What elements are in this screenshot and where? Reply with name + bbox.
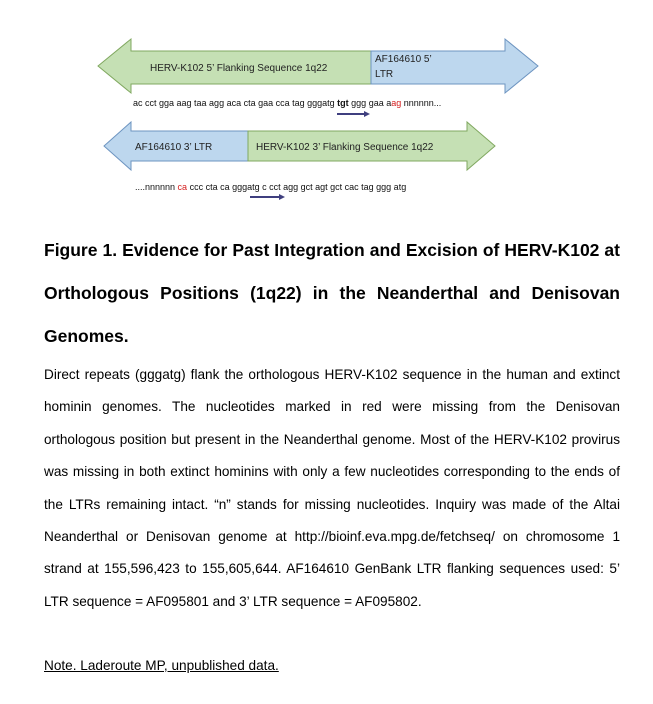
top-blue-arrow-segment: [371, 39, 538, 93]
bottom-sequence: ....nnnnnn ca ccc cta ca gggatg c cct agg gct agt gct cac tag ggg atg: [135, 182, 407, 192]
figure-caption-title: Figure 1. Evidence for Past Integration and Excision of HERV-K102 at Orthologous Positions (1q22) in the Neanderthal and Denisovan Genomes.: [44, 240, 620, 346]
bottom-red-nucleotides: ca: [177, 182, 188, 192]
top-blue-label-line2: LTR: [375, 69, 394, 80]
bottom-blue-label: AF164610 3’ LTR: [135, 142, 213, 153]
bottom-green-label: HERV-K102 3’ Flanking Sequence 1q22: [256, 142, 434, 153]
top-flanking-arrow: [98, 39, 538, 93]
sequence-figure: [0, 0, 653, 215]
figure-caption-body: Direct repeats (gggatg) flank the orthologous HERV-K102 sequence in the human and extinct hominin genomes. The nucleotides marked in red were missing from the Denisovan orthologous position but present in the Neanderthal genome. Most of the HERV-K102 provirus was missing in both extinct hominins with only a few nucleotides corresponding to the ends of the LTRs remaining intact. “n” stands for missing nucleotides. Inquiry was made of the Altai Neanderthal or Denisovan genome at http://bioinf.eva.mpg.de/fetchseq/ on chromosome 1 strand at 155,596,423 to 155,605,644. AF164610 GenBank LTR flanking sequences used: 5’ LTR sequence = AF095801 and 3’ LTR sequence = AF095802.: [44, 367, 620, 609]
top-direct-repeat: gggatg: [307, 98, 335, 108]
top-repeat-underline-arrow: [337, 111, 370, 117]
top-green-label: HERV-K102 5’ Flanking Sequence 1q22: [150, 63, 328, 74]
figure-note: Note. Laderoute MP, unpublished data.: [44, 658, 279, 673]
bottom-repeat-underline-arrow: [250, 194, 285, 200]
top-sequence: ac cct gga aag taa agg aca cta gaa cca tag gggatg tgt ggg gaa aag nnnnnn...: [133, 98, 442, 108]
bottom-flanking-arrow: [104, 122, 495, 170]
bottom-direct-repeat: gggatg: [232, 182, 260, 192]
top-red-nucleotides: ag: [391, 98, 402, 108]
top-blue-label-line1: AF164610 5’: [375, 54, 432, 65]
